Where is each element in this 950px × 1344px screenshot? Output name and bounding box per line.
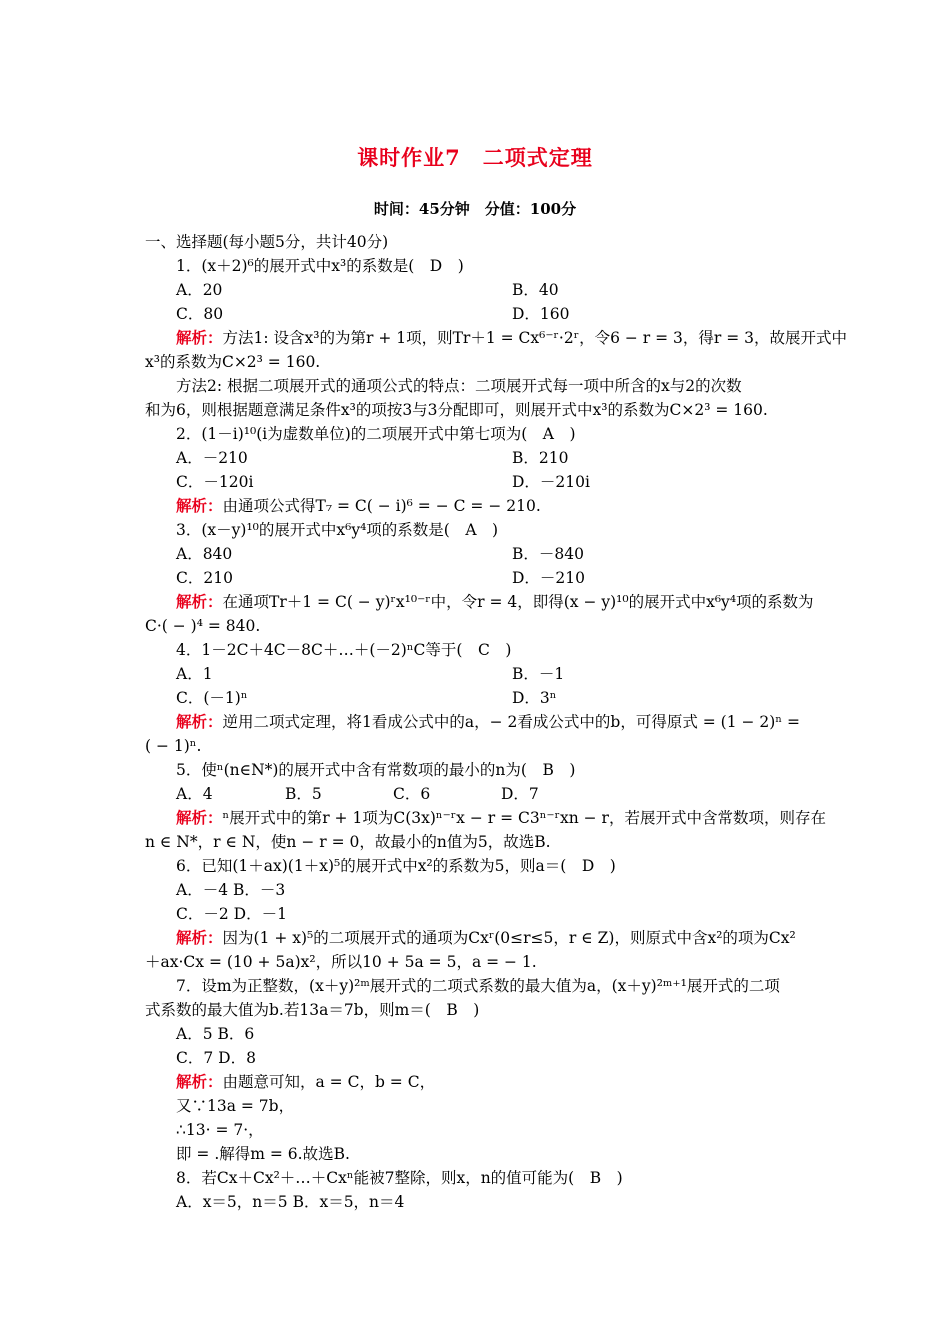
question-4-analysis [0,710,950,734]
question-7-analysis [0,1070,950,1094]
option-b: B．210 [512,449,569,467]
time-score-info: 时间：45分钟 分值：100分 [373,200,577,218]
analysis-text: 在通项Tr＋1 = C( − y)ʳx¹⁰⁻ʳ中，令r = 4，即得(x − y)¹⁰的展开式中x⁶y⁴项的系数为 [222,593,814,611]
option-b: B．40 [512,281,559,299]
page-title: 课时作业7 二项式定理 [357,145,593,170]
analysis-text: 由通项公式得T₇ = C( − i)⁶ = − C = − 210. [222,497,541,515]
analysis-text: 因为(1 + x)⁵的二项展开式的通项为Cxʳ(0≤r≤5，r ∈ Z)，则原式中含x²的项为Cx² [222,929,796,947]
analysis-label: 解析： [176,928,223,947]
option-c: C．80 [176,305,224,323]
option-d: D．－210 [512,569,586,587]
question-4-analysis-cont: ( − 1)ⁿ. [145,737,202,755]
question-7-stem: 7．设m为正整数，(x＋y)²ᵐ展开式的二项式系数的最大值为a，(x＋y)²ᵐ⁺¹展开式的二项 [176,977,780,995]
option-d: D．160 [512,305,570,323]
question-7-analysis-line2: 又∵13a = 7b， [176,1097,295,1115]
question-1-method2: 方法2: 根据二项展开式的通项公式的特点：二项展开式每一项中所含的x与2的次数 [176,377,742,395]
analysis-label: 解析： [176,328,223,347]
question-8-options-ab: A．x＝5，n＝5 B．x＝5，n＝4 [176,1193,405,1211]
analysis-label: 解析： [176,1072,223,1091]
option-b: B．－1 [512,665,565,683]
option-c: C．6 [393,785,431,803]
analysis-text: ⁿ展开式中的第r + 1项为C(3x)ⁿ⁻ʳx − r = C3ⁿ⁻ʳxn − r，若展开式中含常数项，则存在 [222,809,826,827]
question-5-options [0,782,950,806]
analysis-label: 解析： [176,808,223,827]
question-5-analysis [0,806,950,830]
question-7-analysis-line4: 即 = .解得m = 6.故选B. [176,1145,350,1163]
analysis-label: 解析： [176,496,223,515]
analysis-label: 解析： [176,712,223,731]
question-4-options-cd [0,686,950,710]
question-7-options-ab: A．5 B．6 [176,1025,255,1043]
option-b: B．－840 [512,545,584,563]
question-1-analysis [0,326,950,350]
question-6-analysis-cont: ＋ax·Cx = (10 + 5a)x²，所以10 + 5a = 5，a = − 1. [145,953,537,971]
question-1-stem: 1．(x＋2)⁶的展开式中x³的系数是( D ) [176,257,464,275]
question-2-options-ab [0,446,950,470]
analysis-label: 解析： [176,592,223,611]
question-3-stem: 3．(x－y)¹⁰的展开式中x⁶y⁴项的系数是( A ) [176,521,499,539]
question-3-analysis [0,590,950,614]
question-3-options-cd [0,566,950,590]
question-3-options-ab [0,542,950,566]
question-1-method2-cont: 和为6，则根据题意满足条件x³的项按3与3分配即可，则展开式中x³的系数为C×2³ = 160. [145,401,768,419]
option-c: C．(－1)ⁿ [176,689,248,707]
option-c: C．210 [176,569,233,587]
option-c: C．－120i [176,473,254,491]
question-6-stem: 6．已知(1＋ax)(1＋x)⁵的展开式中x²的系数为5，则a＝( D ) [176,857,616,875]
option-a: A．4 [176,785,213,803]
analysis-text: 逆用二项式定理，将1看成公式中的a，− 2看成公式中的b，可得原式 = (1 − 2)ⁿ = [222,713,800,731]
question-6-options-ab: A．－4 B．－3 [176,881,286,899]
question-5-stem: 5．使ⁿ(n∈N*)的展开式中含有常数项的最小的n为( B ) [176,761,576,779]
section-heading: 一、选择题(每小题5分，共计40分) [145,233,389,251]
question-1-options-ab [0,278,950,302]
option-a: A．840 [176,545,233,563]
option-a: A．20 [176,281,223,299]
question-3-analysis-cont: C·( − )⁴ = 840. [145,617,261,635]
option-d: D．7 [501,785,539,803]
question-7-stem-cont: 式系数的最大值为b.若13a＝7b，则m＝( B ) [145,1001,480,1019]
question-6-analysis [0,926,950,950]
option-a: A．1 [176,665,213,683]
analysis-text: 方法1: 设含x³的为第r + 1项，则Tr＋1 = Cx⁶⁻ʳ·2ʳ，令6 − r = 3，得r = 3，故展开式中 [222,329,848,347]
question-7-options-cd: C．7 D．8 [176,1049,256,1067]
option-a: A．－210 [176,449,248,467]
analysis-text: 由题意可知，a = C，b = C， [222,1073,436,1091]
question-6-options-cd: C．－2 D．－1 [176,905,287,923]
question-5-analysis-cont: n ∈ N*，r ∈ N，使n − r = 0，故最小的n值为5，故选B. [145,833,551,851]
option-d: D．3ⁿ [512,689,557,707]
question-4-stem: 4．1－2C＋4C－8C＋…＋(－2)ⁿC等于( C ) [176,641,512,659]
question-2-stem: 2．(1－i)¹⁰(i为虚数单位)的二项展开式中第七项为( A ) [176,425,576,443]
question-1-options-cd [0,302,950,326]
question-7-analysis-line3: ∴13· = 7·， [176,1121,264,1139]
question-8-stem: 8．若Cx＋Cx²＋…＋Cxⁿ能被7整除，则x，n的值可能为( B ) [176,1169,623,1187]
question-4-options-ab [0,662,950,686]
option-d: D．－210i [512,473,590,491]
question-1-analysis-cont: x³的系数为C×2³ = 160. [145,353,321,371]
question-2-analysis [0,494,950,518]
question-2-options-cd [0,470,950,494]
option-b: B．5 [285,785,322,803]
